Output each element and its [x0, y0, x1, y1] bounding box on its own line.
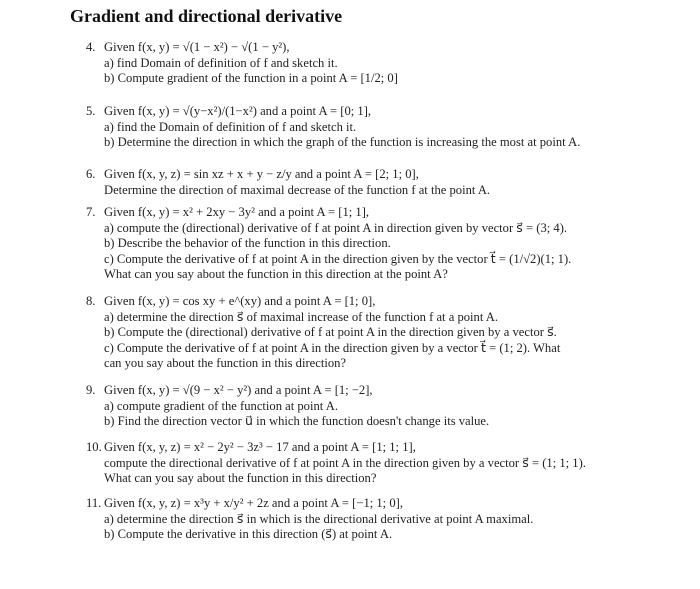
problem-line: a) find the Domain of definition of f and sketch it.: [104, 119, 357, 134]
problem-7: [86, 205, 686, 283]
problem-line: b) Compute the (directional) derivative of f at point A in the direction given by a vector s⃗.: [104, 325, 557, 340]
problem-11: [86, 496, 686, 543]
problem-statement: Given f(x, y) = √(1 − x²) − √(1 − y²),: [104, 40, 290, 54]
problem-statement: Given f(x, y) = √(9 − x² − y²) and a point A = [1; −2],: [104, 383, 373, 397]
problem-number: 5.: [86, 104, 96, 118]
problem-line: What can you say about the function in this direction?: [104, 471, 377, 486]
problem-line: a) determine the direction s⃗ in which is the directional derivative at point A maximal.: [104, 511, 534, 526]
problem-statement: Given f(x, y) = √(y−x²)/(1−x²) and a point A = [0; 1],: [104, 104, 372, 118]
page-title: Gradient and directional derivative: [70, 6, 343, 26]
problem-number: 7.: [86, 205, 96, 219]
problem-5: [86, 104, 686, 151]
problem-number: 4.: [86, 40, 96, 54]
problem-number: 11.: [86, 496, 102, 510]
problem-line: a) compute gradient of the function at point A.: [104, 398, 338, 413]
problem-line: b) Find the direction vector u⃗ in which the function doesn't change its value.: [104, 414, 490, 429]
problem-line: a) compute the (directional) derivative of f at point A in direction given by vector s⃗ = (3; 4).: [104, 220, 568, 235]
problem-line: can you say about the function in this direction?: [104, 356, 347, 371]
problem-line: a) determine the direction s⃗ of maximal increase of the function f at a point A.: [104, 309, 499, 324]
problem-9: [86, 383, 686, 430]
problem-6: [86, 167, 686, 198]
problem-line: b) Compute gradient of the function in a point A = [1/2; 0]: [104, 71, 398, 86]
problem-line: Determine the direction of maximal decrease of the function f at the point A.: [104, 182, 491, 197]
problem-statement: Given f(x, y, z) = x³y + x/y² + 2z and a point A = [−1; 1; 0],: [104, 496, 403, 510]
problem-line: compute the directional derivative of f at point A in the direction given by a vector s⃗ = (1; 1; 1).: [104, 455, 586, 470]
problem-number: 8.: [86, 294, 96, 308]
problem-number: 9.: [86, 383, 96, 397]
problem-line: b) Determine the direction in which the graph of the function is increasing the most at point A.: [104, 135, 581, 150]
problem-statement: Given f(x, y) = cos xy + e^(xy) and a point A = [1; 0],: [104, 294, 376, 308]
problem-line: c) Compute the derivative of f at point A in the direction given by a vector t⃗ = (1; 2). What: [104, 340, 561, 355]
problem-line: What can you say about the function in this direction at the point A?: [104, 267, 448, 282]
problem-line: b) Describe the behavior of the function in this direction.: [104, 236, 391, 251]
problem-8: [86, 294, 686, 372]
problem-line: b) Compute the derivative in this direction (s⃗) at point A.: [104, 527, 393, 542]
problem-10: [86, 440, 686, 487]
problem-line: c) Compute the derivative of f at point A in the direction given by the vector t⃗ = (1/√2)(1; 1).: [104, 251, 572, 266]
problem-number: 10.: [86, 440, 102, 454]
problem-statement: Given f(x, y, z) = sin xz + x + y − z/y and a point A = [2; 1; 0],: [104, 167, 419, 181]
problem-statement: Given f(x, y, z) = x² − 2y² − 3z³ − 17 and a point A = [1; 1; 1],: [104, 440, 416, 454]
problem-statement: Given f(x, y) = x² + 2xy − 3y² and a point A = [1; 1],: [104, 205, 370, 219]
problem-number: 6.: [86, 167, 96, 181]
problem-4: [86, 40, 686, 87]
problem-line: a) find Domain of definition of f and sketch it.: [104, 55, 338, 70]
